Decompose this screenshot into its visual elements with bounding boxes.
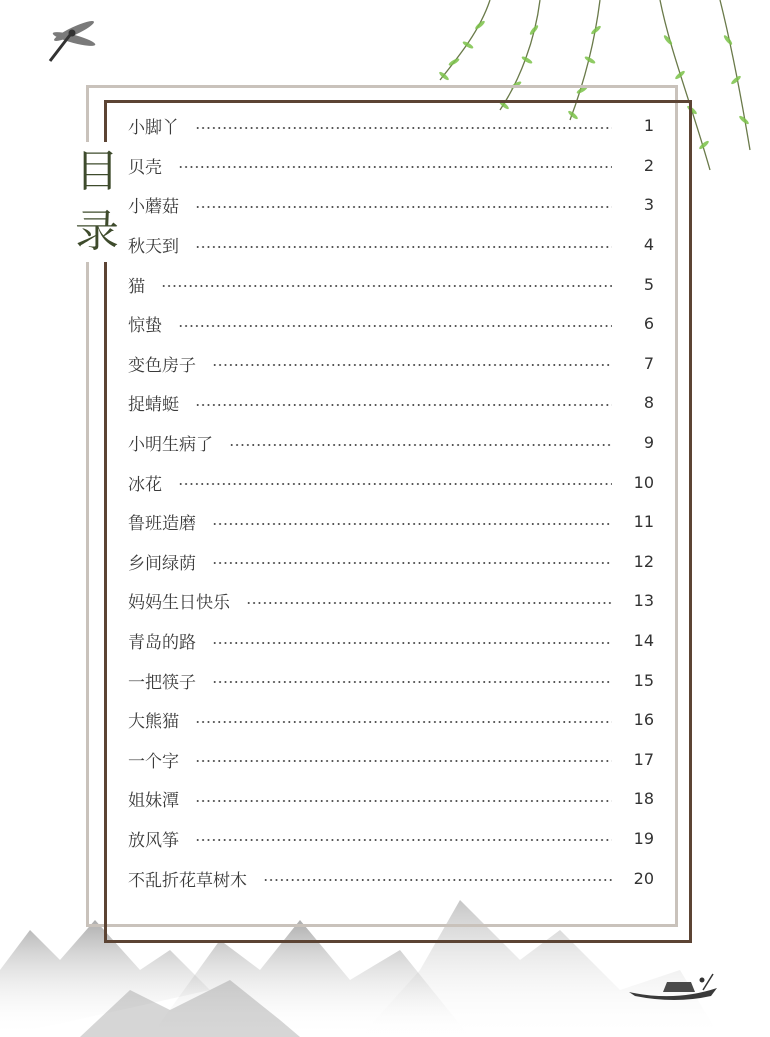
toc-entry-page: 17: [633, 749, 654, 769]
toc-entry-page: 16: [633, 710, 654, 730]
toc-entry[interactable]: [128, 462, 654, 502]
toc-entry-page: 19: [633, 828, 654, 848]
toc-entry[interactable]: [128, 146, 654, 186]
toc-entry-title: 鲁班造磨: [128, 514, 196, 535]
toc-entry-page: 1: [643, 116, 654, 136]
toc-entry-title: 妈妈生日快乐: [128, 593, 230, 614]
toc-entry[interactable]: [128, 344, 654, 384]
toc-entry-page: 14: [633, 631, 654, 651]
toc-entry-page: 10: [633, 472, 654, 492]
toc-entry-title: 猫: [128, 276, 145, 297]
dragonfly-icon: [40, 15, 104, 69]
toc-entry-title: 小明生病了: [128, 435, 213, 456]
toc-entry[interactable]: [128, 502, 654, 542]
toc-entry-page: 9: [643, 433, 654, 453]
toc-list: [128, 106, 654, 898]
toc-entry[interactable]: [128, 621, 654, 661]
toc-entry-page: 20: [633, 868, 654, 888]
toc-entry-title: 大熊猫: [128, 712, 179, 733]
toc-heading-char-2: 录: [75, 206, 119, 257]
toc-entry-title: 惊蛰: [128, 316, 162, 337]
toc-entry[interactable]: [128, 383, 654, 423]
toc-entry[interactable]: [128, 858, 654, 898]
dot-leader: [229, 444, 612, 446]
toc-entry-title: 秋天到: [128, 237, 179, 258]
toc-entry-page: 8: [643, 393, 654, 413]
dot-leader: [195, 127, 612, 129]
toc-entry[interactable]: [128, 423, 654, 463]
toc-entry[interactable]: [128, 264, 654, 304]
toc-entry[interactable]: [128, 700, 654, 740]
toc-entry[interactable]: [128, 779, 654, 819]
dot-leader: [195, 839, 612, 841]
toc-entry-page: 4: [643, 235, 654, 255]
toc-entry-title: 青岛的路: [128, 633, 196, 654]
toc-entry-page: 18: [633, 789, 654, 809]
toc-entry-page: 3: [643, 195, 654, 215]
dot-leader: [212, 642, 612, 644]
toc-entry-page: 6: [643, 314, 654, 334]
dot-leader: [178, 325, 612, 327]
toc-entry-title: 乡间绿荫: [128, 553, 196, 574]
toc-entry[interactable]: [128, 106, 654, 146]
dot-leader: [195, 246, 612, 248]
toc-entry-title: 小脚丫: [128, 118, 179, 139]
toc-entry-page: 7: [643, 353, 654, 373]
dot-leader: [195, 800, 612, 802]
toc-entry[interactable]: [128, 304, 654, 344]
toc-entry[interactable]: [128, 740, 654, 780]
toc-entry-title: 一个字: [128, 751, 179, 772]
dot-leader: [195, 206, 612, 208]
dot-leader: [178, 483, 612, 485]
dot-leader: [195, 721, 612, 723]
toc-entry-title: 不乱折花草树木: [128, 870, 247, 891]
dot-leader: [263, 879, 612, 881]
dot-leader: [178, 166, 612, 168]
toc-entry-title: 一把筷子: [128, 672, 196, 693]
boat-icon: [625, 968, 725, 1004]
dot-leader: [195, 760, 612, 762]
toc-entry-page: 5: [643, 274, 654, 294]
dot-leader: [195, 404, 612, 406]
toc-entry-page: 12: [633, 551, 654, 571]
toc-entry-title: 捉蜻蜓: [128, 395, 179, 416]
toc-entry-page: 15: [633, 670, 654, 690]
dot-leader: [212, 562, 612, 564]
dot-leader: [212, 681, 612, 683]
toc-entry-title: 小蘑菇: [128, 197, 179, 218]
toc-entry-title: 冰花: [128, 474, 162, 495]
toc-entry[interactable]: [128, 542, 654, 582]
toc-entry-title: 变色房子: [128, 355, 196, 376]
dot-leader: [212, 523, 612, 525]
toc-heading: [74, 142, 120, 262]
toc-entry-page: 2: [643, 155, 654, 175]
toc-entry-title: 姐妹潭: [128, 791, 179, 812]
toc-entry[interactable]: [128, 660, 654, 700]
toc-entry-title: 贝壳: [128, 157, 162, 178]
toc-entry[interactable]: [128, 819, 654, 859]
dot-leader: [161, 285, 612, 287]
dot-leader: [212, 364, 612, 366]
toc-entry-title: 放风筝: [128, 830, 179, 851]
toc-entry-page: 11: [633, 512, 654, 532]
toc-entry[interactable]: [128, 185, 654, 225]
toc-entry[interactable]: [128, 225, 654, 265]
toc-entry[interactable]: [128, 581, 654, 621]
toc-heading-char-1: 目: [75, 146, 119, 197]
dot-leader: [246, 602, 612, 604]
toc-entry-page: 13: [633, 591, 654, 611]
